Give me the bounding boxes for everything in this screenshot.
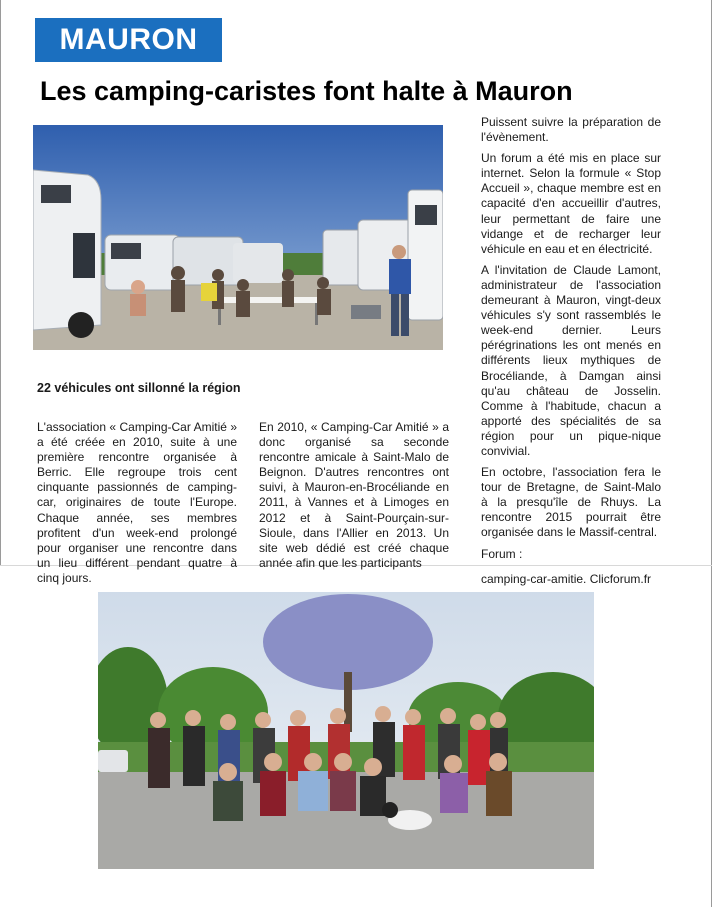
paragraph: L'association « Camping-Car Amitié » a été créée en 2010, suite à une première rencontre organisée à Berric. Elle regroupe trois cent cinquante passionnés de camping-car, originaires de toute l'Europe. Chaque année, ses membres profitent d'un week-end prolongé pour organiser une rencontre dans un lieu différent pendant quatre à cinq jours. (37, 420, 237, 585)
article-headline: Les camping-caristes font halte à Mauron (40, 76, 573, 106)
article-column-1 (37, 420, 237, 592)
group-photo (98, 592, 594, 869)
photo-caption: 22 véhicules ont sillonné la région (37, 381, 241, 395)
article-column-2 (259, 420, 449, 577)
forum-address: camping-car-amitie. Clicforum.fr (481, 571, 652, 586)
forum-label: Forum : (481, 546, 523, 561)
paragraph: En 2010, « Camping-Car Amitié » a donc organisé sa seconde rencontre amicale à Saint-Malo de Beignon. D'autres rencontres ont suivi, à Mauron-en-Brocéliande en 2011, à Vannes et à Limoges en 2012 et à Saint-Pourçain-sur-Sioule, dans l'Allier en 2013. Un site web dédié est créé chaque année afin que les participants (259, 420, 449, 570)
section-tag: MAURON (35, 18, 222, 62)
paragraph: A l'invitation de Claude Lamont, administrateur de l'association demeurant à Mauron, vingt-deux véhicules s'y sont rassemblés le week-end dernier. Leurs pérégrinations les ont menés en différents lieux mythiques de Brocéliande, à Damgan ainsi qu'au château de Josselin. Comme à l'habitude, chacun a apporté des spécialités de sa région pour un pique-nique convivial. (481, 262, 661, 458)
paragraph: Puissent suivre la préparation de l'évènement. (481, 115, 661, 145)
paragraph: Un forum a été mis en place sur internet. Selon la formule « Stop Accueil », chaque membre est en capacité d'en accueillir d'autres, leur permettant de faire une vidange et de recharger leur véhicule en eau et en électricité. (481, 151, 661, 256)
camping-cars-photo (33, 125, 443, 350)
page-edge-left (0, 0, 1, 565)
article-column-3 (481, 115, 661, 593)
paragraph: En octobre, l'association fera le tour de Bretagne, de Saint-Malo à la presqu'île de Rhuys. La rencontre 2015 pourrait être organisée dans le Massif-central. (481, 465, 661, 540)
